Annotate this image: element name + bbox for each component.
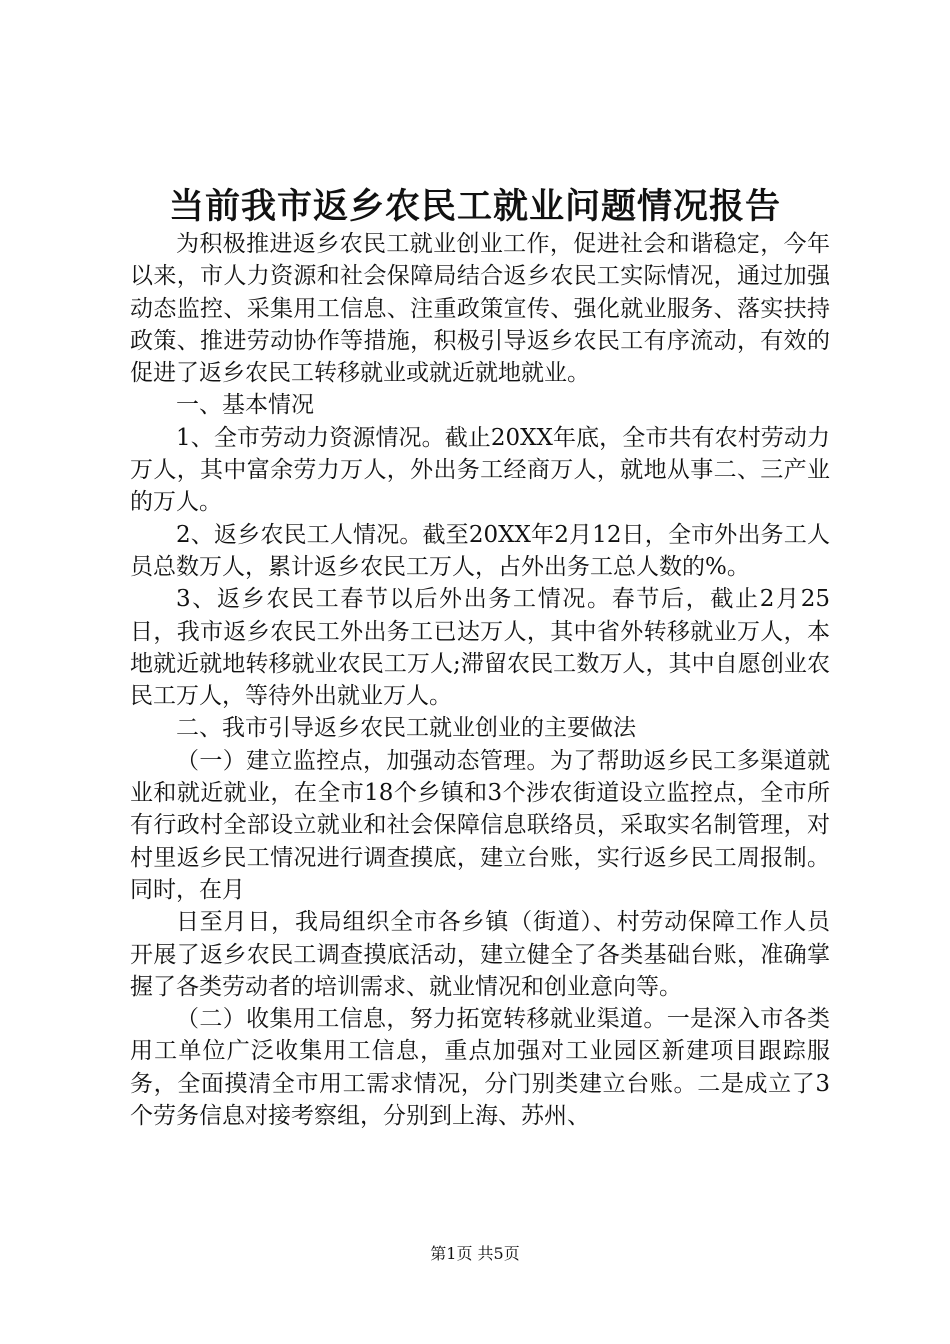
section-heading-measures: 二、我市引导返乡农民工就业创业的主要做法 <box>176 715 636 742</box>
paragraph-employment-info: （二）收集用工信息，努力拓宽转移就业渠道。一是深入市各类用工单位广泛收集用工信息，重点加强对工业园区新建项目跟踪服务，全面摸清全市用工需求情况，分门别类建立台账。二是成立了3个劳务信息对接考察组，分别到上海、苏州、 <box>130 1006 830 1130</box>
document-body <box>130 228 830 1132</box>
paragraph-post-festival: 3、返乡农民工春节以后外出务工情况。春节后，截止2月25日，我市返乡农民工外出务工已达万人，其中省外转移就业万人，本地就近就地转移就业农民工万人;滞留农民工数万人，其中自愿创业农民工万人，等待外出就业万人。 <box>130 586 830 710</box>
paragraph-survey: 日至月日，我局组织全市各乡镇（街道）、村劳动保障工作人员开展了返乡农民工调查摸底活动，建立健全了各类基础台账，准确掌握了各类劳动者的培训需求、就业情况和创业意向等。 <box>130 909 830 1000</box>
section-heading-basic: 一、基本情况 <box>176 392 314 419</box>
paragraph-intro: 为积极推进返乡农民工就业创业工作，促进社会和谐稳定，今年以来，市人力资源和社会保障局结合返乡农民工实际情况，通过加强动态监控、采集用工信息、注重政策宣传、强化就业服务、落实扶持政策、推进劳动协作等措施，积极引导返乡农民工有序流动，有效的促进了返乡农民工转移就业或就近就地就业。 <box>130 231 830 387</box>
paragraph-labor-resources: 1、全市劳动力资源情况。截止20XX年底，全市共有农村劳动力万人，其中富余劳力万人，外出务工经商万人，就地从事二、三产业的万人。 <box>130 424 830 516</box>
document-title: 当前我市返乡农民工就业问题情况报告 <box>168 186 781 227</box>
paragraph-returning-workers: 2、返乡农民工人情况。截至20XX年2月12日，全市外出务工人员总数万人，累计返乡农民工万人，占外出务工总人数的%。 <box>130 521 830 580</box>
paragraph-monitoring: （一）建立监控点，加强动态管理。为了帮助返乡民工多渠道就业和就近就业，在全市18个乡镇和3个涉农街道设立监控点，全市所有行政村全部设立就业和社会保障信息联络员，采取实名制管理，对村里返乡民工情况进行调查摸底，建立台账，实行返乡民工周报制。同时，在月 <box>130 747 830 903</box>
page-footer: 第1页 共5页 <box>430 1244 520 1263</box>
